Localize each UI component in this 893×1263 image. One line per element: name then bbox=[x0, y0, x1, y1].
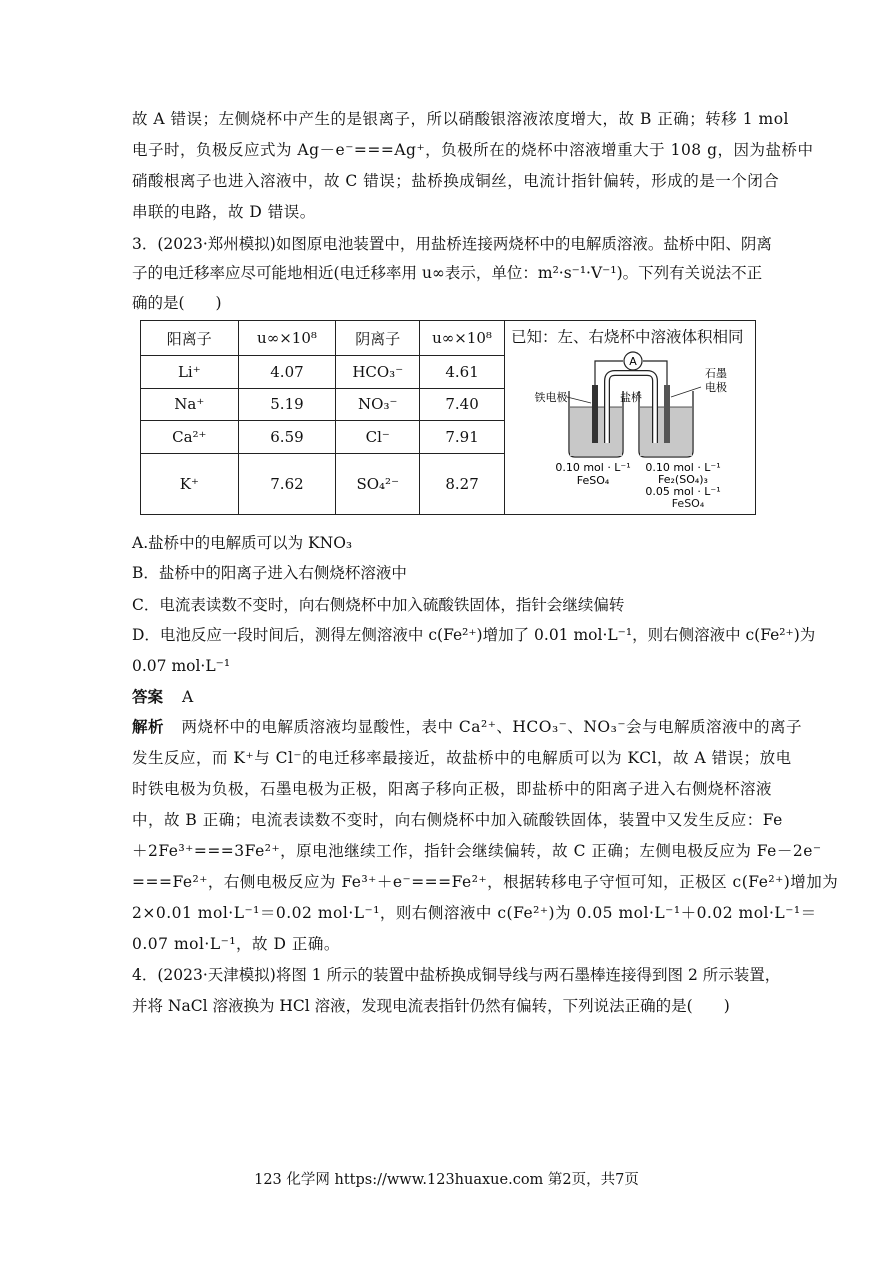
analysis-label: 解析 bbox=[132, 717, 165, 736]
prev-analysis-line: 故 A 错误；左侧烧杯中产生的是银离子，所以硝酸银溶液浓度增大，故 B 正确；转移 1 mol bbox=[132, 110, 789, 128]
mobility-cell: 6.59 bbox=[238, 421, 336, 454]
option-d-cont: 0.07 mol·L⁻¹ bbox=[132, 657, 231, 675]
iron-electrode bbox=[592, 385, 598, 443]
analysis-line: ===Fe²⁺，右侧电极反应为 Fe³⁺＋e⁻===Fe²⁺，根据转移电子守恒可知，正极区 c(Fe²⁺)增加为 bbox=[132, 873, 839, 891]
anion-cell: Cl⁻ bbox=[336, 421, 420, 454]
option-b: B．盐桥中的阳离子进入右侧烧杯溶液中 bbox=[132, 564, 407, 582]
ion-mobility-table bbox=[140, 320, 756, 515]
mobility-cell: 7.91 bbox=[420, 421, 505, 454]
cation-cell: Li⁺ bbox=[141, 356, 239, 388]
anion-cell: NO₃⁻ bbox=[336, 388, 420, 420]
page-footer: 123 化学网 https://www.123huaxue.com 第2页，共7页 bbox=[254, 1172, 639, 1188]
analysis-line: 发生反应，而 K⁺与 Cl⁻的电迁移率最接近，故盐桥中的电解质可以为 KCl，故 A 错误；放电 bbox=[132, 749, 792, 767]
salt-bridge-label: 盐桥 bbox=[619, 391, 642, 404]
question-4-line: 并将 NaCl 溶液换为 HCl 溶液，发现电流表指针仍然有偏转，下列说法正确的是( ) bbox=[132, 997, 730, 1015]
analysis-line: 时铁电极为负极，石墨电极为正极，阳离子移向正极，即盐桥中的阳离子进入右侧烧杯溶液 bbox=[132, 780, 773, 798]
right-solution-label: 0.05 mol · L⁻¹ bbox=[645, 485, 721, 497]
galvanic-cell-diagram bbox=[511, 347, 747, 497]
question-4-line: 4．(2023·天津模拟)将图 1 所示的装置中盐桥换成铜导线与两石墨棒连接得到图 2 所示装置， bbox=[132, 966, 781, 984]
analysis-line: ＋2Fe³⁺===3Fe²⁺，原电池继续工作，指针会继续偏转，故 C 正确；左侧电极反应为 Fe－2e⁻ bbox=[132, 842, 822, 860]
anion-cell: SO₄²⁻ bbox=[336, 454, 420, 515]
analysis-text: 两烧杯中的电解质溶液均显酸性，表中 Ca²⁺、HCO₃⁻、NO₃⁻会与电解质溶液中的离子 bbox=[181, 718, 803, 736]
mobility-cell: 5.19 bbox=[238, 388, 336, 420]
answer-value: A bbox=[181, 688, 194, 706]
analysis-line: 2×0.01 mol·L⁻¹＝0.02 mol·L⁻¹，则右侧溶液中 c(Fe²⁺)为 0.05 mol·L⁻¹＋0.02 mol·L⁻¹＝ bbox=[132, 904, 817, 922]
left-electrode-label: 铁电极 bbox=[534, 391, 568, 404]
left-solution-label: 0.10 mol · L⁻¹ bbox=[555, 461, 631, 474]
mobility-cell: 7.62 bbox=[238, 454, 336, 515]
right-solution-label: Fe₂(SO₄)₃ bbox=[657, 473, 708, 486]
cation-cell: Ca²⁺ bbox=[141, 421, 239, 454]
mobility-cell: 4.61 bbox=[420, 356, 505, 388]
right-solution-label: FeSO₄ bbox=[671, 497, 705, 510]
left-solution-label: FeSO₄ bbox=[576, 474, 610, 487]
header-mobility: u∞×10⁸ bbox=[420, 321, 505, 356]
right-solution-label: 0.10 mol · L⁻¹ bbox=[645, 461, 721, 474]
header-cation: 阳离子 bbox=[141, 321, 239, 356]
analysis-line: 0.07 mol·L⁻¹，故 D 正确。 bbox=[132, 935, 340, 953]
answer-label: 答案 bbox=[132, 687, 164, 706]
option-a: A.盐桥中的电解质可以为 KNO₃ bbox=[132, 534, 353, 552]
right-electrode-label: 电极 bbox=[704, 381, 727, 394]
known-condition: 已知：左、右烧杯中溶液体积相同 bbox=[510, 328, 744, 346]
right-electrode-label: 石墨 bbox=[704, 367, 727, 380]
option-c: C．电流表读数不变时，向右侧烧杯中加入硫酸铁固体，指针会继续偏转 bbox=[132, 596, 625, 614]
ammeter-label: A bbox=[629, 355, 637, 368]
question-3-line: 确的是( ) bbox=[132, 294, 222, 312]
prev-analysis-line: 串联的电路，故 D 错误。 bbox=[132, 203, 316, 221]
mobility-cell: 7.40 bbox=[420, 388, 505, 420]
question-3-line: 子的电迁移率应尽可能地相近(电迁移率用 u∞表示，单位：m²·s⁻¹·V⁻¹)。下列有关说法不正 bbox=[132, 264, 763, 282]
header-anion: 阴离子 bbox=[336, 321, 420, 356]
graphite-electrode bbox=[664, 385, 670, 443]
cation-cell: K⁺ bbox=[141, 454, 239, 515]
anion-cell: HCO₃⁻ bbox=[336, 356, 420, 388]
analysis-line: 中，故 B 正确；电流表读数不变时，向右侧烧杯中加入硫酸铁固体，装置中又发生反应：Fe bbox=[132, 811, 783, 829]
question-3-line: 3．(2023·郑州模拟)如图原电池装置中，用盐桥连接两烧杯中的电解质溶液。盐桥中阳、阴离 bbox=[132, 235, 772, 253]
known-condition-cell bbox=[504, 321, 755, 515]
cation-cell: Na⁺ bbox=[141, 388, 239, 420]
answer bbox=[132, 686, 193, 708]
analysis-line bbox=[132, 716, 802, 738]
prev-analysis-line: 电子时，负极反应式为 Ag－e⁻===Ag⁺，负极所在的烧杯中溶液增重大于 108 g，因为盐桥中 bbox=[132, 141, 814, 159]
option-d: D．电池反应一段时间后，测得左侧溶液中 c(Fe²⁺)增加了 0.01 mol·L⁻¹，则右侧溶液中 c(Fe²⁺)为 bbox=[132, 626, 816, 644]
mobility-cell: 4.07 bbox=[238, 356, 336, 388]
prev-analysis-line: 硝酸根离子也进入溶液中，故 C 错误；盐桥换成铜丝，电流计指针偏转，形成的是一个闭合 bbox=[132, 172, 780, 190]
mobility-cell: 8.27 bbox=[420, 454, 505, 515]
header-mobility: u∞×10⁸ bbox=[238, 321, 336, 356]
